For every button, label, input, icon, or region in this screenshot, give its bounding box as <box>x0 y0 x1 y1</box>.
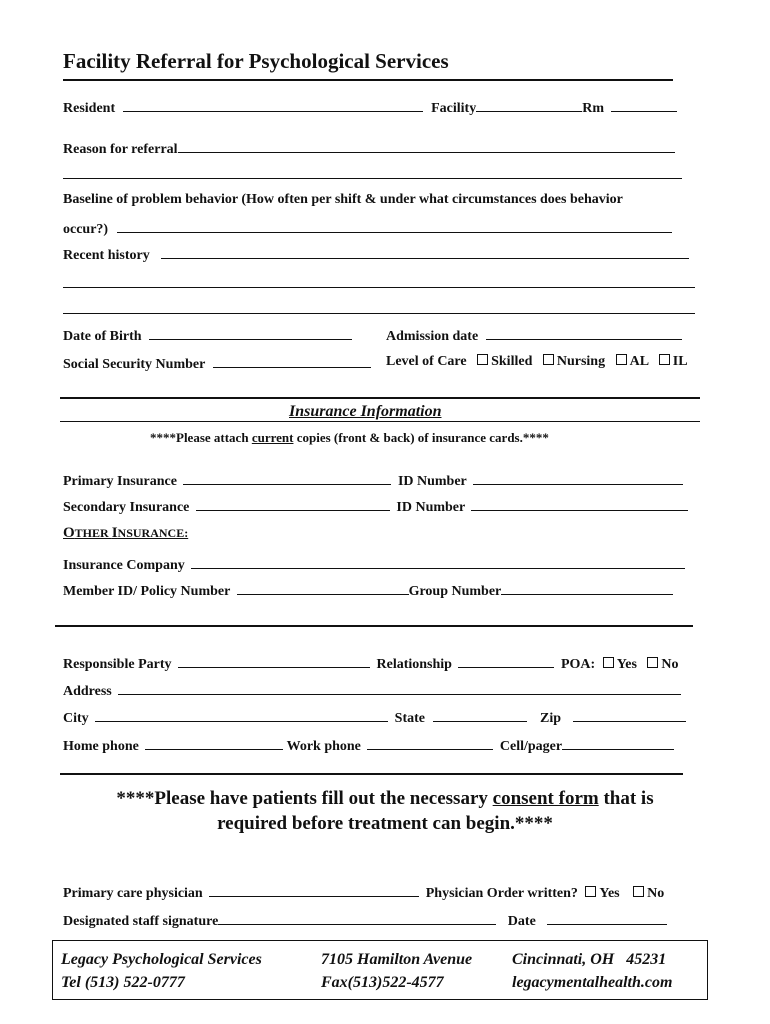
footer-box <box>52 940 708 1000</box>
consent-notice-prefix: ****Please have patients fill out the necessary <box>116 788 493 809</box>
other-insurance-heading-o: O <box>63 525 75 541</box>
physician-order-label: Physician Order written? <box>425 886 578 901</box>
primary-id-label: ID Number <box>397 474 467 489</box>
checkbox-order-yes[interactable] <box>585 886 596 897</box>
city-field[interactable] <box>95 708 388 722</box>
member-id-row <box>63 581 673 600</box>
member-id-label: Member ID/ Policy Number <box>63 584 231 599</box>
responsible-party-label: Responsible Party <box>63 657 172 672</box>
city-label: City <box>63 711 89 726</box>
consent-notice-line-2: required before treatment can begin.**** <box>217 813 553 834</box>
other-insurance-heading-ther: THER <box>74 526 112 540</box>
state-field[interactable] <box>433 708 527 722</box>
zip-label: Zip <box>540 711 562 726</box>
recent-history-line-3[interactable] <box>63 313 695 314</box>
consent-notice-line-1 <box>40 786 730 811</box>
footer-city: Cincinnati, OH 45231 <box>512 951 667 968</box>
pcp-label: Primary care physician <box>63 886 203 901</box>
insurance-heading-underline <box>60 421 700 422</box>
checkbox-al[interactable] <box>616 354 627 365</box>
rm-field[interactable] <box>611 98 677 112</box>
responsible-bottom-divider <box>60 773 683 775</box>
footer-org-name: Legacy Psychological Services <box>61 951 262 968</box>
checkbox-poa-no[interactable] <box>647 657 658 668</box>
admission-row <box>386 326 682 345</box>
recent-history-row <box>63 245 689 264</box>
dob-row <box>63 326 352 345</box>
physician-row <box>63 883 664 902</box>
consent-form-link: consent form <box>492 788 599 809</box>
other-insurance-heading-i: I <box>111 525 118 541</box>
baseline-label-line-2: occur?) <box>63 222 109 237</box>
insurance-note-prefix: ****Please attach <box>150 430 252 445</box>
consent-notice-suffix: that is <box>598 788 654 809</box>
level-of-care-label: Level of Care <box>386 354 467 369</box>
insurance-note-emphasis: current <box>251 430 294 445</box>
primary-insurance-field[interactable] <box>183 471 391 485</box>
date-label: Date <box>507 914 536 929</box>
other-insurance-heading-nsurance: NSURANCE: <box>117 526 189 540</box>
secondary-id-label: ID Number <box>396 500 465 515</box>
secondary-insurance-field[interactable] <box>196 497 390 511</box>
insurance-heading: Insurance Information <box>289 403 442 420</box>
date-field[interactable] <box>547 911 667 925</box>
checkbox-order-no[interactable] <box>633 886 644 897</box>
state-label: State <box>394 711 425 726</box>
rm-label: Rm <box>582 101 605 116</box>
insurance-note-suffix: copies (front & back) of insurance cards.**** <box>293 430 549 445</box>
insurance-company-label: Insurance Company <box>63 558 185 573</box>
baseline-label-line-1: Baseline of problem behavior (How often per shift & under what circumstances does behavior <box>63 192 623 207</box>
primary-insurance-row <box>63 471 683 490</box>
pcp-field[interactable] <box>209 883 419 897</box>
phone-row <box>63 736 674 755</box>
other-insurance-heading <box>63 525 188 542</box>
ssn-field[interactable] <box>213 354 371 368</box>
city-row <box>63 708 686 727</box>
poa-no-label: No <box>661 657 679 672</box>
secondary-insurance-label: Secondary Insurance <box>63 500 190 515</box>
reason-label: Reason for referral <box>63 142 178 157</box>
dob-label: Date of Birth <box>63 329 142 344</box>
page-title: Facility Referral for Psychological Services <box>63 49 449 73</box>
home-phone-label: Home phone <box>63 739 139 754</box>
recent-history-line-2[interactable] <box>63 287 695 288</box>
zip-field[interactable] <box>573 708 686 722</box>
work-phone-label: Work phone <box>286 739 361 754</box>
dob-field[interactable] <box>149 326 352 340</box>
ssn-row <box>63 354 371 373</box>
address-row <box>63 681 681 700</box>
recent-history-field[interactable] <box>161 245 689 259</box>
facility-field[interactable] <box>476 98 582 112</box>
level-of-care-row <box>386 354 688 370</box>
footer-fax: Fax(513)522-4577 <box>321 974 444 991</box>
order-yes-label: Yes <box>599 886 620 901</box>
baseline-row <box>63 219 672 238</box>
checkbox-skilled[interactable] <box>477 354 488 365</box>
secondary-id-field[interactable] <box>471 497 688 511</box>
checkbox-poa-yes[interactable] <box>603 657 614 668</box>
title-divider <box>63 79 673 81</box>
member-id-field[interactable] <box>237 581 409 595</box>
footer-website: legacymentalhealth.com <box>512 974 673 991</box>
insurance-note <box>150 430 549 446</box>
insurance-company-field[interactable] <box>191 555 685 569</box>
recent-history-label: Recent history <box>63 248 150 263</box>
address-label: Address <box>63 684 112 699</box>
resident-label: Resident <box>63 101 116 116</box>
cell-field[interactable] <box>562 736 674 750</box>
relationship-field[interactable] <box>458 654 554 668</box>
option-nursing: Nursing <box>556 354 606 369</box>
relationship-label: Relationship <box>376 657 452 672</box>
resident-row <box>63 98 677 117</box>
baseline-field[interactable] <box>117 219 672 233</box>
reason-field[interactable] <box>178 139 675 153</box>
reason-field-line-2[interactable] <box>63 178 682 179</box>
responsible-party-field[interactable] <box>178 654 370 668</box>
admission-field[interactable] <box>486 326 682 340</box>
reason-row <box>63 139 675 158</box>
footer-tel: Tel (513) 522-0777 <box>61 974 185 991</box>
cell-label: Cell/pager <box>499 739 563 754</box>
insurance-company-row <box>63 555 685 574</box>
footer-street: 7105 Hamilton Avenue <box>321 951 473 968</box>
admission-label: Admission date <box>386 329 479 344</box>
checkbox-il[interactable] <box>659 354 670 365</box>
insurance-top-divider <box>60 397 700 399</box>
order-no-label: No <box>647 886 665 901</box>
signature-row <box>63 911 667 930</box>
secondary-insurance-row <box>63 497 688 516</box>
insurance-bottom-divider <box>55 625 693 627</box>
signature-label: Designated staff signature <box>63 914 219 929</box>
work-phone-field[interactable] <box>367 736 493 750</box>
resident-field[interactable] <box>123 98 423 112</box>
responsible-party-row <box>63 654 679 673</box>
address-field[interactable] <box>118 681 681 695</box>
ssn-label: Social Security Number <box>63 357 206 372</box>
poa-yes-label: Yes <box>616 657 637 672</box>
facility-label: Facility <box>431 101 477 116</box>
signature-field[interactable] <box>218 911 496 925</box>
primary-insurance-label: Primary Insurance <box>63 474 177 489</box>
poa-label: POA: <box>560 657 596 672</box>
home-phone-field[interactable] <box>145 736 283 750</box>
option-il: IL <box>672 354 688 369</box>
checkbox-nursing[interactable] <box>543 354 554 365</box>
option-al: AL <box>629 354 649 369</box>
primary-id-field[interactable] <box>473 471 683 485</box>
option-skilled: Skilled <box>491 354 533 369</box>
group-number-label: Group Number <box>408 584 502 599</box>
group-number-field[interactable] <box>501 581 673 595</box>
